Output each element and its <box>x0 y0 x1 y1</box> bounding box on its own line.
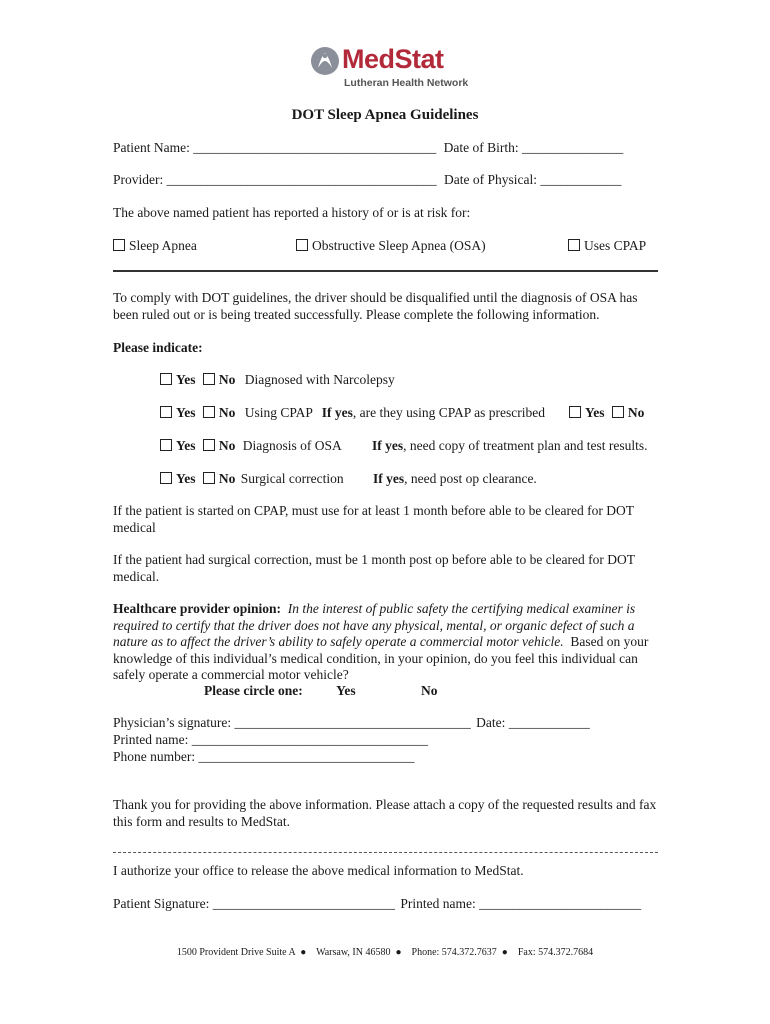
dob-label: Date of Birth: <box>443 140 519 155</box>
checkbox[interactable] <box>568 239 580 251</box>
phone-number-line[interactable]: ________________________________ <box>198 749 415 764</box>
indicate-heading: Please indicate: <box>113 340 203 355</box>
opinion-yes[interactable]: Yes <box>336 683 356 698</box>
surgery-note: If the patient had surgical correction, must be 1 month post op before able to be cleared for DOT medical. <box>113 552 635 584</box>
indicate-row-cpap: Yes No Using CPAP If yes, are they using CPAP as prescribed <box>160 405 545 421</box>
indicate-row-surgical: Yes No Surgical correction <box>160 471 344 487</box>
risk-option-osa[interactable]: Obstructive Sleep Apnea (OSA) <box>296 238 486 254</box>
page-title: DOT Sleep Apnea Guidelines <box>291 107 479 123</box>
physical-label: Date of Physical: <box>444 172 537 187</box>
opinion-no[interactable]: No <box>420 683 438 698</box>
bullet-icon: ● <box>297 947 314 958</box>
surgical-if-yes-note: If yes, need post op clearance. <box>373 471 537 486</box>
phone-number-row: Phone number: ________________________________ <box>113 749 415 764</box>
yes-checkbox[interactable] <box>160 373 172 385</box>
authorize-text: I authorize your office to release the above medical information to MedStat. <box>113 863 524 878</box>
no-checkbox[interactable] <box>612 406 624 418</box>
cpap-note: If the patient is started on CPAP, must use for at least 1 month before able to be cleared for DOT medical <box>113 503 634 535</box>
dob-line[interactable]: _______________ <box>521 140 624 155</box>
risk-option-sleep-apnea[interactable]: Sleep Apnea <box>113 238 197 254</box>
no-checkbox[interactable] <box>203 373 215 385</box>
patient-name-line[interactable]: ____________________________________ <box>193 140 437 155</box>
yes-checkbox[interactable] <box>160 406 172 418</box>
patient-signature-row: Patient Signature: ___________________________ Printed name: ________________________ <box>113 896 642 911</box>
brand-subtitle: Lutheran Health Network <box>344 77 469 89</box>
no-checkbox[interactable] <box>203 406 215 418</box>
patient-printed-name-line[interactable]: ________________________ <box>479 896 642 911</box>
printed-name-line[interactable]: ___________________________________ <box>191 732 428 747</box>
provider-line[interactable]: ________________________________________ <box>166 172 437 187</box>
bullet-icon: ● <box>392 947 410 958</box>
patient-signature-line[interactable]: ___________________________ <box>212 896 395 911</box>
risk-option-cpap[interactable]: Uses CPAP <box>568 238 646 254</box>
footer-address: 1500 Provident Drive Suite A ● Warsaw, IN 46580 ● Phone: 574.372.7637 ● Fax: 574.372.7684 <box>176 947 594 958</box>
checkbox[interactable] <box>296 239 308 251</box>
printed-name-row: Printed name: ___________________________________ <box>113 732 428 747</box>
bullet-icon: ● <box>499 947 516 958</box>
section-divider <box>113 270 658 272</box>
physician-signature-line[interactable]: ___________________________________ <box>234 715 471 730</box>
physician-date-line[interactable]: ____________ <box>508 715 590 730</box>
cut-line <box>113 852 658 853</box>
patient-name-row <box>113 140 623 156</box>
medstat-emblem-icon <box>310 46 340 76</box>
thanks-paragraph: Thank you for providing the above information. Please attach a copy of the requested results and fax this form and results to MedStat. <box>113 797 657 829</box>
patient-name-label: Patient Name: <box>113 140 190 155</box>
yes-checkbox[interactable] <box>569 406 581 418</box>
yes-checkbox[interactable] <box>160 472 172 484</box>
physical-line[interactable]: ____________ <box>540 172 622 187</box>
provider-row <box>113 172 621 188</box>
indicate-row-osa: Yes No Diagnosis of OSA <box>160 438 342 454</box>
circle-one-row: Please circle one: Yes No <box>204 683 438 698</box>
no-checkbox[interactable] <box>203 472 215 484</box>
risk-intro: The above named patient has reported a history of or is at risk for: <box>113 205 471 220</box>
yes-checkbox[interactable] <box>160 439 172 451</box>
osa-if-yes-note: If yes, need copy of treatment plan and test results. <box>372 438 648 453</box>
indicate-row-narcolepsy: Yes No Diagnosed with Narcolepsy <box>160 372 395 388</box>
provider-opinion: Healthcare provider opinion: In the interest of public safety the certifying medical examiner is required to certify that the driver does not have any physical, mental, or organic defect of such a nature as to affect the driver’s ability to safely operate a commercial motor vehicle. Based on your knowledge of this individual’s medical condition, in your opinion, do you feel this individual can safely operate a commercial motor vehicle? <box>113 601 649 682</box>
brand-name: MedStat <box>342 44 444 74</box>
no-checkbox[interactable] <box>203 439 215 451</box>
physician-signature-row: Physician’s signature: ___________________________________ Date: ____________ <box>113 715 590 730</box>
provider-label: Provider: <box>113 172 164 187</box>
checkbox[interactable] <box>113 239 125 251</box>
cpap-prescribed-options: Yes No <box>569 405 644 421</box>
comply-paragraph: To comply with DOT guidelines, the driver should be disqualified until the diagnosis of OSA has been ruled out or is being treated successfully. Please complete the following information. <box>113 290 638 322</box>
